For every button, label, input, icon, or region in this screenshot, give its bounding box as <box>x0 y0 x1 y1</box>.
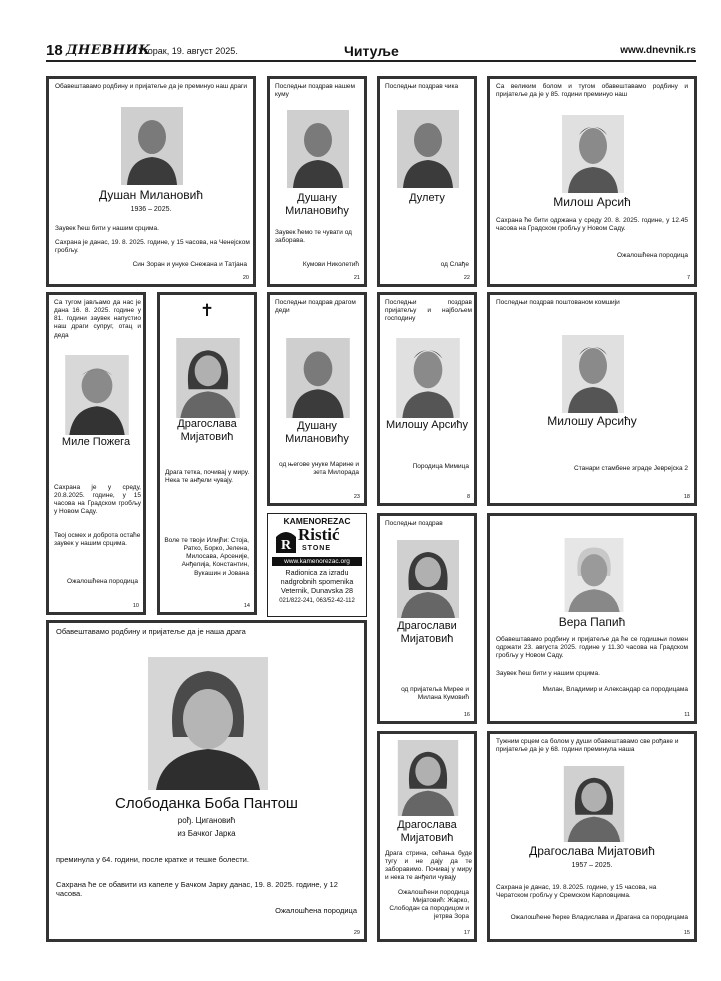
notice-text: Драга тетка, почивај у миру. Нека те анђели чувају. <box>165 469 250 485</box>
notice-intro: Последњи поздрав поштованом комшији <box>496 299 620 306</box>
notice-signature: Милан, Владимир и Александар са породицама <box>542 686 688 693</box>
funeral-info: Сахрана ће се обавити из капеле у Бачком Јарку данас, 19. 8. 2025. године, у 12 часова. <box>56 880 338 899</box>
deceased-name: Душану Милановићу <box>285 192 349 217</box>
deceased-name: Душану Милановићу <box>285 420 349 445</box>
notice-number: 8 <box>466 494 470 500</box>
notice-number: 20 <box>242 275 249 281</box>
portrait-photo <box>65 355 129 435</box>
notice-intro: Тужним срцем са болом у души обавештавамо све рођаке и пријатеље да је у 68. години преминула наша <box>496 738 679 754</box>
obituary-notice-22 <box>377 76 477 287</box>
ad-brand: Ristić <box>298 525 340 544</box>
ad-service-line-2: nadgrobnih spomenika <box>280 577 354 586</box>
notice-text: Твој осмех и доброта остаће заувек у нашим срцима. <box>54 532 141 548</box>
obituary-notice-20 <box>46 76 256 287</box>
portrait-photo <box>396 540 460 618</box>
obituary-notice-21 <box>267 76 367 287</box>
portrait-photo <box>563 766 625 842</box>
notice-text: Заувек ћемо те чувати од заборава. <box>275 229 352 245</box>
notice-number: 18 <box>683 494 690 500</box>
ad-logo-icon <box>274 527 298 555</box>
notice-intro: Обавештавамо родбину и пријатеље да је преминуо наш драги <box>55 83 248 90</box>
deceased-name: Слободанка Боба Пантош <box>115 795 298 812</box>
hometown: из Бачког Јарка <box>177 829 236 838</box>
notice-signature: Ожалошћена породица <box>67 578 138 585</box>
notice-intro: Последњи поздрав пријатељу и најбољем господину <box>385 299 472 323</box>
notice-number: 14 <box>243 603 250 609</box>
portrait-photo <box>396 338 460 418</box>
notice-signature: Ожалошћени породица Мијатовић: Жарко, Слободан са породицом и јетрва Зора <box>389 889 469 921</box>
notice-text: Драга стрина, сећања буде тугу и не дају да те заборавимо. Почивај у миру и нека те анђели чувају <box>385 850 472 882</box>
ad-website[interactable]: www.kamenorezac.org <box>272 557 362 566</box>
funeral-info: Сахрана је данас, 19. 8. 2025. године, у 15 часова, на Ченејском гробљу. <box>55 239 250 255</box>
portrait-photo <box>562 115 624 193</box>
obituary-notice-23 <box>267 292 367 506</box>
notice-number: 21 <box>353 275 360 281</box>
notice-number: 7 <box>686 275 690 281</box>
notice-text: Заувек ћеш бити у нашим срцима. <box>55 225 159 232</box>
svg-text:R: R <box>280 538 292 553</box>
life-years: 1957 – 2025. <box>571 862 613 869</box>
notice-signature: Ожалошћена породица <box>617 252 688 259</box>
notice-intro: Последњи поздрав драгом деди <box>275 299 356 315</box>
ad-service-line-1: Radionica za izradu <box>285 568 349 577</box>
portrait-photo <box>148 657 268 790</box>
funeral-info: Сахрана ће бити одржана у среду 20. 8. 2025. године, у 12.45 часова на Градском гробљу у Новом Саду. <box>496 217 688 233</box>
deceased-name: Дулету <box>409 192 445 204</box>
notice-signature: Воле те твоји Илијћи: Стоја, Ратко, Борко, Јелена, Милосава, Арсеније, Анђелија, Константин, Вукашин и Јована <box>164 537 249 577</box>
memorial-info: Обавештавамо родбину и пријатеље да ће се годишњи помен одржати 23. августа 2025. године у 11.30 часова на Градском гробљу у Новом Саду. <box>496 636 688 660</box>
portrait-photo <box>396 740 460 816</box>
notice-signature: Кумови Николетић <box>302 261 359 268</box>
obituary-notice-29 <box>46 620 367 942</box>
deceased-name: Милош Арсић <box>553 195 631 209</box>
notice-signature: од Слађе <box>440 261 469 268</box>
notice-signature: од пријатеља Мирее и Милана Кумовић <box>401 686 469 702</box>
stonemason-advertisement[interactable] <box>267 513 367 617</box>
page-header <box>46 42 696 62</box>
notice-number: 23 <box>353 494 360 500</box>
deceased-name: Драгослава Мијатовић <box>397 819 457 844</box>
issue-date: Уторак, 19. август 2025. <box>138 46 238 56</box>
obituary-notice-10 <box>46 292 146 615</box>
notice-number: 15 <box>683 930 690 936</box>
header-rule <box>46 60 696 62</box>
obituary-notice-14 <box>157 292 257 615</box>
newspaper-logo: ДНЕВНИК <box>66 43 151 58</box>
funeral-info: Сахрана је данас, 19. 8.2025. године, у 15 часова, на Чератском гробљу у Сремском Карловцима. <box>496 884 657 900</box>
notice-signature: Ожалошћене ћерке Владислава и Драгана са породицама <box>510 914 688 921</box>
notice-intro: Последњи поздрав чика <box>385 83 459 90</box>
obituary-notice-8 <box>377 292 477 506</box>
notice-signature: Ожалошћена породица <box>275 906 357 915</box>
page-number: 18 <box>46 42 63 59</box>
notice-number: 17 <box>463 930 470 936</box>
deceased-name: Миле Пожега <box>61 436 131 448</box>
deceased-name: Вера Папић <box>558 615 626 629</box>
ad-address: Veternik, Dunavska 28 <box>281 586 353 595</box>
ad-heading: KAMENOREZAC <box>283 516 351 526</box>
deceased-name: Драгослава Мијатовић <box>177 418 237 443</box>
funeral-info: Сахрана је у среду, 20.8.2025. године, у 15 часова на Градском гробљу у Новом Саду. <box>54 484 141 516</box>
notice-intro: Обавештавамо родбину и пријатеље да је наша драга <box>56 627 246 636</box>
notice-signature: од његове унуке Марине и зета Милорада <box>278 461 359 477</box>
notice-text: преминула у 64. години, после кратке и тешке болести. <box>56 855 249 864</box>
cross-icon: ✝ <box>199 301 215 320</box>
notice-intro: Последњи поздрав нашем куму <box>275 83 355 99</box>
notice-number: 10 <box>132 603 139 609</box>
life-years: 1936 – 2025. <box>130 206 172 213</box>
obituary-notice-18 <box>487 292 697 506</box>
obituary-notice-7 <box>487 76 697 287</box>
notice-number: 16 <box>463 712 470 718</box>
notice-number: 29 <box>353 930 360 936</box>
ad-brand-subtitle: STONE <box>302 545 331 552</box>
portrait-photo <box>396 110 460 188</box>
obituary-notice-16 <box>377 513 477 724</box>
notice-signature: Син Зоран и унуке Снежана и Татјана <box>132 261 247 268</box>
deceased-name: Милошу Арсићу <box>547 414 637 428</box>
website-link[interactable]: www.dnevnik.rs <box>620 45 696 56</box>
notice-intro: Са великим болом и тугом обавештавамо родбину и пријатеље да је у 85. години преминуо наш <box>496 83 688 99</box>
deceased-name: Душан Милановић <box>98 188 204 202</box>
deceased-name: Драгослави Мијатовић <box>397 620 457 645</box>
obituary-notice-15 <box>487 731 697 942</box>
maiden-name: рођ. Цигановић <box>177 816 236 825</box>
portrait-photo <box>286 338 350 418</box>
notice-text: Заувек ћеш бити у нашим срцима. <box>496 670 600 677</box>
obituary-notice-17 <box>377 731 477 942</box>
portrait-photo <box>121 107 183 185</box>
portrait-photo <box>176 338 240 418</box>
notice-number: 11 <box>684 712 690 718</box>
notice-signature: Станари стамбене зграде Јеврејска 2 <box>574 465 688 472</box>
ad-phone: 021/822-241, 063/52-42-112 <box>279 598 355 604</box>
notice-number: 22 <box>463 275 470 281</box>
notice-signature: Породица Мимица <box>412 463 469 470</box>
portrait-photo <box>562 335 624 413</box>
deceased-name: Милошу Арсићу <box>385 419 469 431</box>
notice-intro: Са тугом јављамо да нас је дана 16. 8. 2025. године у 81. години заувек напустио наш драги супруг, отац и деда <box>54 299 141 339</box>
section-title: Читуље <box>344 43 399 59</box>
deceased-name: Драгослава Мијатовић <box>529 844 655 858</box>
portrait-photo <box>564 538 624 612</box>
notice-intro: Последњи поздрав <box>385 520 443 527</box>
obituary-notice-11 <box>487 513 697 724</box>
portrait-photo <box>286 110 350 188</box>
